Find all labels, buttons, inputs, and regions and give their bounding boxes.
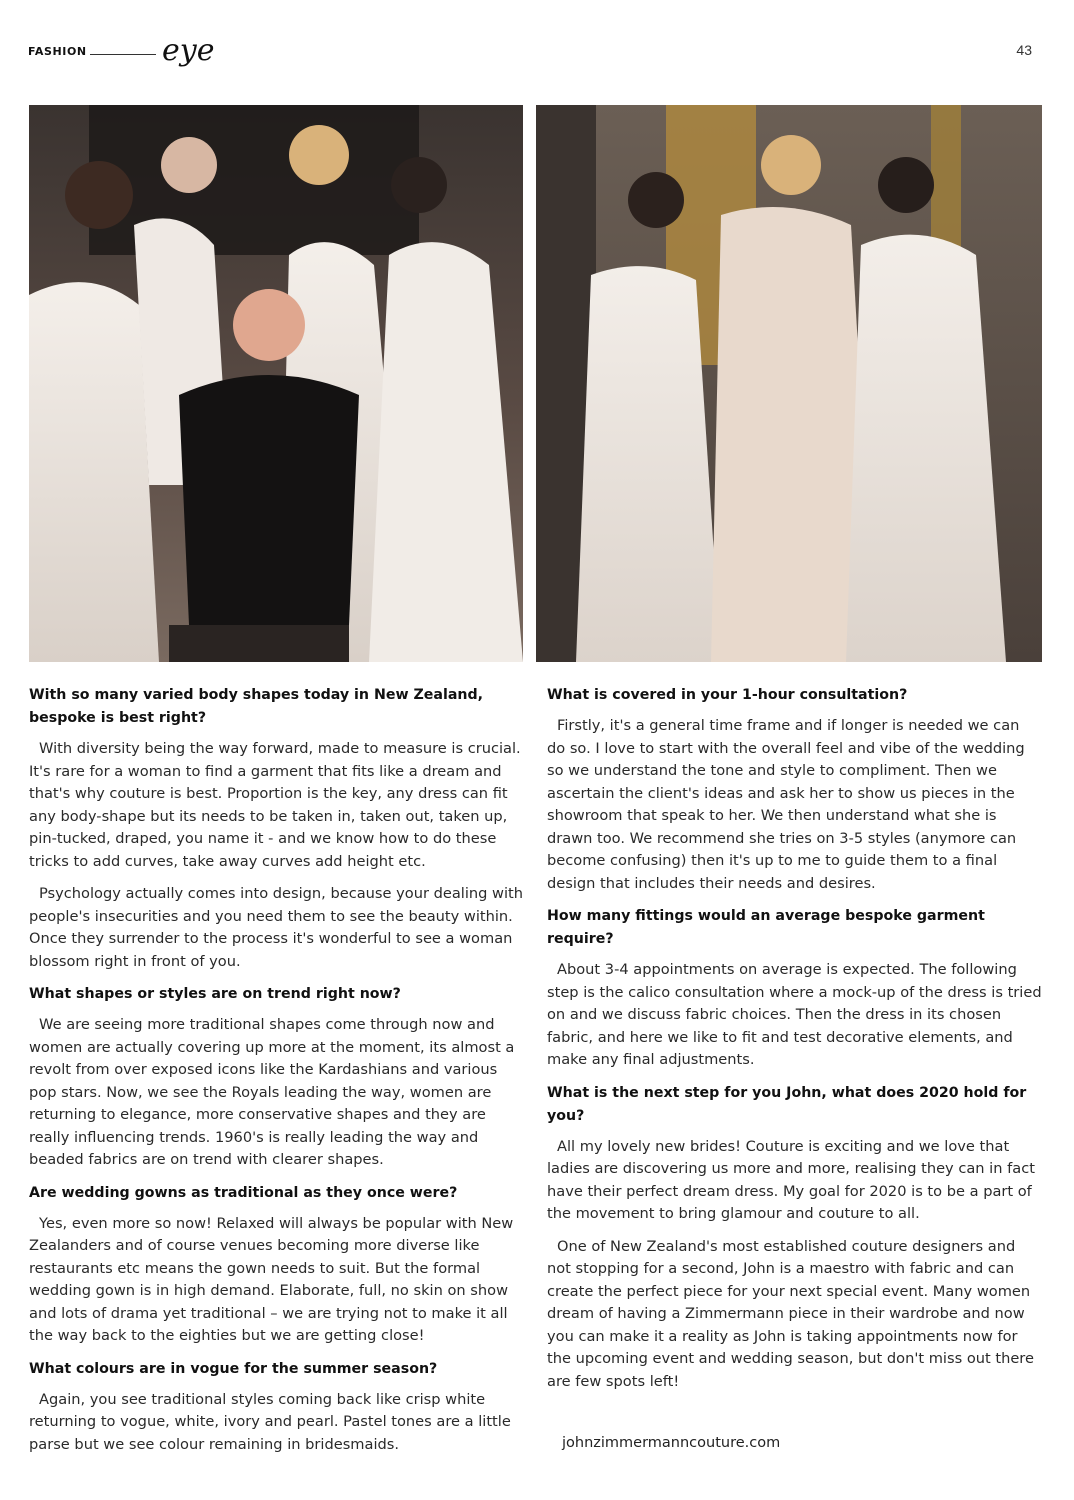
right-column [547, 684, 1042, 1403]
question-heading: Are wedding gowns as traditional as they once were? [29, 1184, 458, 1201]
question-heading: With so many varied body shapes today in New Zealand, bespoke is best right? [29, 687, 484, 726]
page-number: 43 [1016, 42, 1032, 58]
answer-paragraph: Psychology actually comes into design, because your dealing with people's insecurities and you need them to see the beauty within. Once they surrender to the process it's wonderful to see a woman blossom right in front of you. [29, 885, 523, 970]
question-heading: What colours are in vogue for the summer season? [29, 1360, 438, 1377]
answer-paragraph: With diversity being the way forward, made to measure is crucial. It's rare for a woman to find a garment that fits like a dream and that's why couture is best. Proportion is the key, any dress can fit any body-shape but its needs to be taken in, taken out, taken up, pin-tucked, draped, you name it - and we know how to do these tricks to add curves, take away curves add height etc. [29, 740, 521, 870]
question-heading: What is the next step for you John, what does 2020 hold for you? [547, 1084, 1027, 1124]
answer-paragraph: Again, you see traditional styles coming back like crisp white returning to vogue, white, ivory and pearl. Pastel tones are a little parse but we see colour remaining in bridesmaids. [29, 1390, 511, 1453]
header-rule [90, 54, 156, 55]
answer-paragraph: Firstly, it's a general time frame and if longer is needed we can do so. I love to start with the overall feel and vibe of the wedding so we understand the tone and style to compliment. Then we ascertain the client's ideas and ask her to show us pieces in the showroom that speak to her. We then understand what she is drawn too. We recommend she tries on 3-5 styles (anymore can become confusing) then it's up to me to guide them to a final design that includes their needs and desires. [547, 717, 1025, 892]
photo-designer-with-models [29, 105, 523, 662]
question-heading: What is covered in your 1-hour consultation? [547, 687, 908, 703]
question-heading: How many fittings would an average bespoke garment require? [547, 908, 985, 947]
question-heading: What shapes or styles are on trend right now? [29, 986, 401, 1002]
section-label: FASHION [28, 45, 87, 58]
answer-paragraph: About 3-4 appointments on average is expected. The following step is the calico consultation where a mock-up of the dress is tried on and we discuss fabric choices. Then the dress in its chosen fabric, and here we like to fit and test decorative elements, and make any final adjustments. [547, 961, 1042, 1068]
answer-paragraph: One of New Zealand's most established couture designers and not stopping for a second, John is a maestro with fabric and can create the perfect piece for your next special event. Many women dream of having a Zimmermann piece in their wardrobe and now you can make it a reality as John is taking appointments now for the upcoming event and wedding season, but don't miss out there are few spots left! [547, 1237, 1034, 1390]
answer-paragraph: Yes, even more so now! Relaxed will always be popular with New Zealanders and of course venues becoming more diverse like restaurants etc means the gown needs to suit. But the formal wedding gown is in high demand. Elaborate, full, no skin on show and lots of drama yet traditional – we are trying not to make it all the way back to the eighties but we are getting close! [29, 1214, 514, 1344]
answer-paragraph: All my lovely new brides! Couture is exciting and we love that ladies are discovering us more and more, realising they can in fact have their perfect dream dress. My goal for 2020 is to be a part of the movement to bring glamour and couture to all. [547, 1137, 1035, 1222]
answer-paragraph: We are seeing more traditional shapes come through now and women are actually covering up more at the moment, its almost a revolt from over exposed icons like the Kardashians and various pop stars. Now, we see the Royals leading the way, women are returning to elegance, more conservative shapes and they are really influencing trends. 1960's is really leading the way and beaded fabrics are on trend with clearer shapes. [29, 1016, 515, 1168]
website-url: johnzimmermanncouture.com [562, 1435, 781, 1451]
page-header [28, 33, 1038, 68]
eye-logo: eye [162, 33, 215, 68]
left-column [29, 684, 523, 1466]
photo-three-models-in-gowns [536, 105, 1042, 662]
